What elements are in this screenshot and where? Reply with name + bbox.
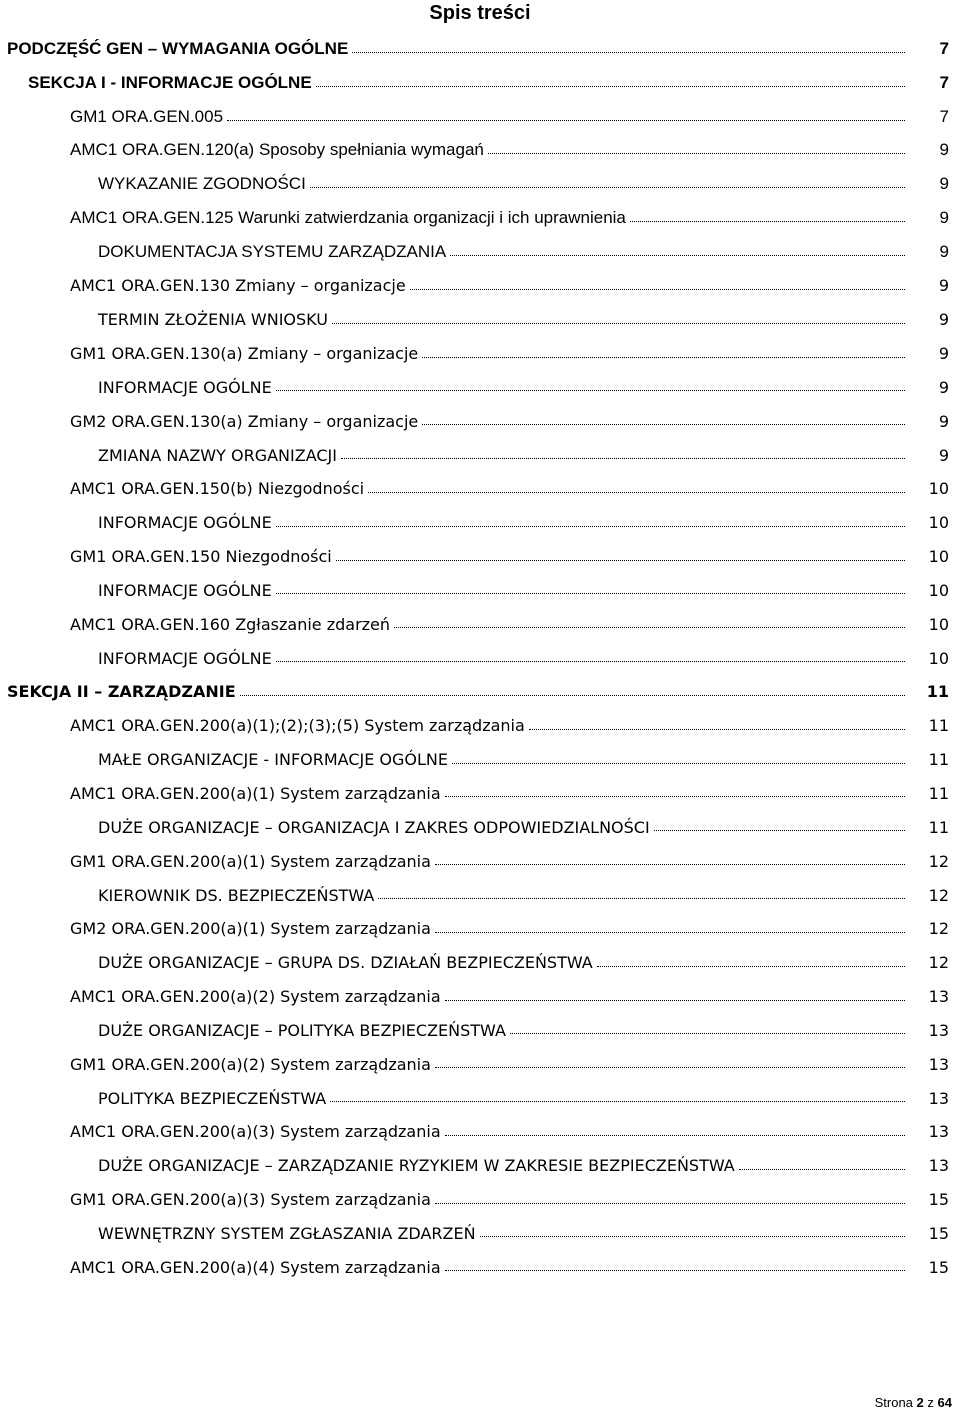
toc-page-number: 9 xyxy=(939,174,949,194)
toc-entry[interactable] xyxy=(0,134,960,168)
toc-entry[interactable] xyxy=(0,743,960,777)
toc-entry-text: AMC1 ORA.GEN.160 Zgłaszanie zdarzeń xyxy=(70,614,391,634)
toc-entry[interactable] xyxy=(0,1149,960,1183)
toc-entry[interactable] xyxy=(0,641,960,675)
dot-leader xyxy=(394,627,905,628)
page-footer xyxy=(875,1395,952,1410)
toc-entry[interactable] xyxy=(0,980,960,1014)
toc-entry-text: DUŻE ORGANIZACJE – GRUPA DS. DZIAŁAŃ BEZPIECZEŃSTWA xyxy=(98,953,593,973)
table-of-contents xyxy=(0,32,960,1284)
toc-entry[interactable] xyxy=(0,709,960,743)
toc-entry[interactable] xyxy=(0,878,960,912)
dot-leader xyxy=(330,1101,905,1102)
page-title: Spis treści xyxy=(429,2,531,24)
dot-leader xyxy=(597,966,905,967)
toc-entry[interactable] xyxy=(0,1115,960,1149)
toc-entry[interactable] xyxy=(0,269,960,303)
toc-page-number: 13 xyxy=(928,1020,949,1040)
toc-entry-text: AMC1 ORA.GEN.200(a)(3) System zarządzania xyxy=(70,1122,441,1142)
dot-leader xyxy=(410,289,905,290)
toc-entry-text: AMC1 ORA.GEN.125 Warunki zatwierdzania organizacji i ich uprawnienia xyxy=(70,208,626,228)
toc-entry[interactable] xyxy=(0,1217,960,1251)
toc-entry-text: AMC1 ORA.GEN.150(b) Niezgodności xyxy=(70,479,365,499)
toc-entry-text: SEKCJA I - INFORMACJE OGÓLNE xyxy=(28,72,312,92)
dot-leader xyxy=(276,661,905,662)
toc-page-number: 7 xyxy=(939,106,949,126)
toc-entry[interactable] xyxy=(0,167,960,201)
toc-page-number: 9 xyxy=(938,377,949,397)
dot-leader xyxy=(378,898,905,899)
toc-entry-text: GM1 ORA.GEN.200(a)(2) System zarządzania xyxy=(70,1054,431,1074)
toc-page-number: 9 xyxy=(939,241,949,261)
toc-page-number: 13 xyxy=(928,1088,949,1108)
toc-entry[interactable] xyxy=(0,337,960,371)
toc-entry-text: AMC1 ORA.GEN.200(a)(1) System zarządzania xyxy=(70,783,441,803)
dot-leader xyxy=(336,560,905,561)
toc-page-number: 12 xyxy=(928,851,949,871)
toc-entry-text: INFORMACJE OGÓLNE xyxy=(98,580,272,600)
footer-current-page: 2 xyxy=(916,1395,924,1410)
dot-leader xyxy=(480,1236,905,1237)
toc-entry[interactable] xyxy=(0,438,960,472)
toc-entry[interactable] xyxy=(0,303,960,337)
toc-page-number: 10 xyxy=(928,479,949,499)
toc-entry-text: DUŻE ORGANIZACJE – POLITYKA BEZPIECZEŃSTWA xyxy=(98,1020,506,1040)
toc-page-number: 13 xyxy=(928,1122,949,1142)
toc-entry[interactable] xyxy=(0,1047,960,1081)
toc-entry-text: WEWNĘTRZNY SYSTEM ZGŁASZANIA ZDARZEŃ xyxy=(98,1223,476,1243)
toc-page-number: 10 xyxy=(928,513,949,533)
dot-leader xyxy=(488,153,905,154)
dot-leader xyxy=(227,120,905,121)
toc-entry[interactable] xyxy=(0,574,960,608)
dot-leader xyxy=(435,864,905,865)
dot-leader xyxy=(332,323,905,324)
toc-entry[interactable] xyxy=(0,506,960,540)
toc-page-number: 9 xyxy=(938,445,949,465)
toc-entry[interactable] xyxy=(0,675,960,709)
dot-leader xyxy=(341,458,905,459)
toc-entry-text: ZMIANA NAZWY ORGANIZACJI xyxy=(98,445,337,465)
toc-entry[interactable] xyxy=(0,472,960,506)
dot-leader xyxy=(435,932,905,933)
dot-leader xyxy=(739,1169,905,1170)
toc-page-number: 9 xyxy=(939,208,949,228)
toc-page-number: 9 xyxy=(939,140,949,160)
toc-entry-text: AMC1 ORA.GEN.130 Zmiany – organizacje xyxy=(70,276,406,296)
toc-page-number: 7 xyxy=(939,72,949,92)
toc-page-number: 11 xyxy=(926,682,949,702)
toc-entry[interactable] xyxy=(0,777,960,811)
toc-page-number: 11 xyxy=(928,783,949,803)
dot-leader xyxy=(240,695,905,696)
toc-page-number: 10 xyxy=(928,547,949,567)
dot-leader xyxy=(310,187,905,188)
toc-entry-text: GM1 ORA.GEN.130(a) Zmiany – organizacje xyxy=(70,344,419,364)
toc-page-number: 9 xyxy=(938,276,949,296)
dot-leader xyxy=(422,424,905,425)
toc-entry[interactable] xyxy=(0,370,960,404)
footer-prefix: Strona xyxy=(874,1395,913,1410)
dot-leader xyxy=(445,1270,905,1271)
toc-entry[interactable] xyxy=(0,1250,960,1284)
toc-entry-text: DUŻE ORGANIZACJE – ORGANIZACJA I ZAKRES ODPOWIEDZIALNOŚCI xyxy=(98,817,650,837)
toc-page-number: 11 xyxy=(928,716,949,736)
toc-entry-text: INFORMACJE OGÓLNE xyxy=(98,513,272,533)
toc-page-number: 7 xyxy=(939,38,949,58)
toc-entry[interactable] xyxy=(0,201,960,235)
toc-entry-text: GM1 ORA.GEN.005 xyxy=(70,106,224,126)
dot-leader xyxy=(510,1033,905,1034)
toc-page-number: 9 xyxy=(938,411,949,431)
toc-entry-text: GM1 ORA.GEN.200(a)(1) System zarządzania xyxy=(70,851,431,871)
toc-entry-text: PODCZĘŚĆ GEN – WYMAGANIA OGÓLNE xyxy=(7,38,349,58)
toc-entry[interactable] xyxy=(0,32,960,66)
dot-leader xyxy=(450,255,905,256)
toc-page-number: 10 xyxy=(928,648,949,668)
toc-entry-text: AMC1 ORA.GEN.120(a) Sposoby spełniania wymagań xyxy=(70,140,484,160)
toc-entry-text: GM2 ORA.GEN.200(a)(1) System zarządzania xyxy=(70,919,431,939)
toc-entry-text: AMC1 ORA.GEN.200(a)(2) System zarządzania xyxy=(70,987,441,1007)
dot-leader xyxy=(352,52,905,53)
toc-page-number: 10 xyxy=(928,580,949,600)
toc-entry[interactable] xyxy=(0,404,960,438)
toc-entry[interactable] xyxy=(0,540,960,574)
toc-page-number: 13 xyxy=(928,1156,949,1176)
toc-entry-text: AMC1 ORA.GEN.200(a)(4) System zarządzania xyxy=(70,1257,441,1277)
toc-entry[interactable] xyxy=(0,607,960,641)
toc-entry-text: GM1 ORA.GEN.200(a)(3) System zarządzania xyxy=(70,1190,431,1210)
toc-entry-text: INFORMACJE OGÓLNE xyxy=(98,648,272,668)
toc-page-number: 15 xyxy=(928,1223,949,1243)
toc-entry[interactable] xyxy=(0,1081,960,1115)
toc-entry[interactable] xyxy=(0,810,960,844)
toc-entry-text: POLITYKA BEZPIECZEŃSTWA xyxy=(98,1088,327,1108)
dot-leader xyxy=(435,1067,905,1068)
toc-page-number: 13 xyxy=(928,987,949,1007)
dot-leader xyxy=(445,1000,905,1001)
toc-entry-text: AMC1 ORA.GEN.200(a)(1);(2);(3);(5) System zarządzania xyxy=(70,716,525,736)
toc-entry[interactable] xyxy=(0,66,960,100)
toc-entry-text: INFORMACJE OGÓLNE xyxy=(98,377,272,397)
toc-page-number: 9 xyxy=(938,344,949,364)
dot-leader xyxy=(435,1203,905,1204)
toc-page-number: 11 xyxy=(928,817,949,837)
dot-leader xyxy=(654,830,905,831)
toc-entry[interactable] xyxy=(0,1013,960,1047)
toc-entry[interactable] xyxy=(0,946,960,980)
toc-entry[interactable] xyxy=(0,235,960,269)
toc-page-number: 13 xyxy=(928,1054,949,1074)
dot-leader xyxy=(276,390,905,391)
toc-entry-text: TERMIN ZŁOŻENIA WNIOSKU xyxy=(98,310,328,330)
dot-leader xyxy=(276,526,905,527)
dot-leader xyxy=(445,796,905,797)
toc-entry-text: WYKAZANIE ZGODNOŚCI xyxy=(98,174,306,194)
dot-leader xyxy=(630,221,905,222)
dot-leader xyxy=(529,729,905,730)
toc-entry-text: SEKCJA II – ZARZĄDZANIE xyxy=(7,682,236,702)
toc-page-number: 11 xyxy=(928,750,949,770)
dot-leader xyxy=(452,763,905,764)
toc-entry-text: GM2 ORA.GEN.130(a) Zmiany – organizacje xyxy=(70,411,419,431)
toc-page-number: 12 xyxy=(928,953,949,973)
dot-leader xyxy=(316,86,905,87)
toc-entry[interactable] xyxy=(0,100,960,134)
toc-entry-text: DUŻE ORGANIZACJE – ZARZĄDZANIE RYZYKIEM W ZAKRESIE BEZPIECZEŃSTWA xyxy=(98,1156,735,1176)
dot-leader xyxy=(276,593,905,594)
toc-entry[interactable] xyxy=(0,844,960,878)
dot-leader xyxy=(422,357,905,358)
toc-entry-text: KIEROWNIK DS. BEZPIECZEŃSTWA xyxy=(98,885,375,905)
toc-page-number: 15 xyxy=(928,1257,949,1277)
toc-entry[interactable] xyxy=(0,1183,960,1217)
dot-leader xyxy=(368,492,905,493)
toc-page-number: 15 xyxy=(928,1190,949,1210)
footer-total-pages: 64 xyxy=(937,1395,952,1410)
toc-entry-text: GM1 ORA.GEN.150 Niezgodności xyxy=(70,547,332,567)
toc-page-number: 10 xyxy=(928,614,949,634)
toc-page-number: 12 xyxy=(928,885,949,905)
toc-page-number: 9 xyxy=(938,310,949,330)
toc-page-number: 12 xyxy=(928,919,949,939)
toc-entry[interactable] xyxy=(0,912,960,946)
footer-separator: z xyxy=(927,1395,934,1410)
toc-entry-text: DOKUMENTACJA SYSTEMU ZARZĄDZANIA xyxy=(98,241,447,261)
dot-leader xyxy=(445,1135,905,1136)
toc-entry-text: MAŁE ORGANIZACJE - INFORMACJE OGÓLNE xyxy=(98,750,448,770)
